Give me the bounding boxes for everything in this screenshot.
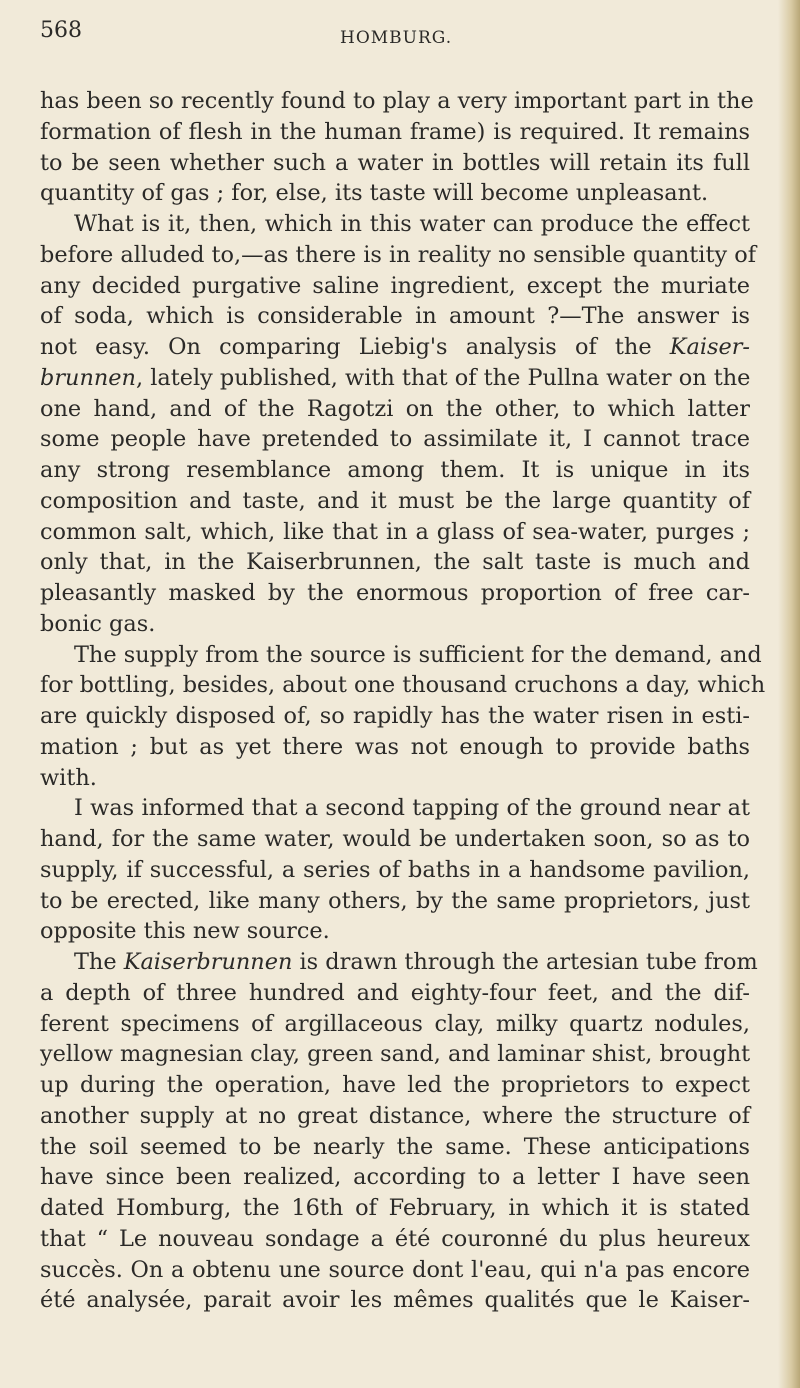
text-segment: , lately published, with that of the Pullna water on the <box>135 364 751 391</box>
text-line: up during the operation, have led the proprietors to expect <box>40 1072 750 1098</box>
text-line: mation ; but as yet there was not enough to provide baths <box>40 733 750 760</box>
body-text <box>40 86 766 1316</box>
text-line: supply, if successful, a series of baths in a handsome pavilion, <box>40 856 750 883</box>
text-line: with. <box>40 764 97 791</box>
text-line: are quickly disposed of, so rapidly has the water risen in esti- <box>40 703 750 729</box>
italic-term: Kaiserbrunnen <box>123 949 293 975</box>
text-line: that “ Le nouveau sondage a été couronné du plus heureux <box>40 1225 750 1252</box>
text-line: the soil seemed to be nearly the same. These anticipations <box>40 1133 750 1160</box>
text-line: pleasantly masked by the enormous proportion of free car- <box>40 580 750 606</box>
paragraph <box>40 209 756 640</box>
text-line: dated Homburg, the 16th of February, in which it is stated <box>40 1195 750 1221</box>
italic-term: brunnen <box>40 364 136 391</box>
page-number: 568 <box>40 18 82 43</box>
text-line: to be erected, like many others, by the same proprietors, just <box>40 887 750 914</box>
paragraph <box>40 947 758 1316</box>
text-line: composition and taste, and it must be the large quantity of <box>40 487 750 514</box>
paragraph <box>40 86 754 209</box>
text-line: some people have pretended to assimilate it, I cannot trace <box>40 426 750 453</box>
text-line: one hand, and of the Ragotzi on the other, to which latter <box>40 395 750 422</box>
text-segment: not easy. On comparing Liebig's analysis of the <box>40 334 670 360</box>
text-line: of soda, which is considerable in amount ?—The answer is <box>40 303 750 330</box>
text-line: quantity of gas ; for, else, its taste will become unpleasant. <box>40 180 709 207</box>
text-line: opposite this new source. <box>40 918 330 945</box>
text-line: succès. On a obtenu une source dont l'eau, qui n'a pas encore <box>40 1256 750 1283</box>
text-line: a depth of three hundred and eighty-four feet, and the dif- <box>40 979 750 1006</box>
italic-term: Kaiser- <box>669 334 750 360</box>
text-line: formation of flesh in the human frame) is required. It remains <box>40 118 750 145</box>
paragraph <box>40 793 750 947</box>
running-head <box>40 18 760 58</box>
text-line: only that, in the Kaiserbrunnen, the salt taste is much and <box>40 549 750 576</box>
text-line: common salt, which, like that in a glass of sea-water, purges ; <box>40 518 750 545</box>
text-line: to be seen whether such a water in bottles will retain its full <box>40 149 750 176</box>
text-line: bonic gas. <box>40 610 156 637</box>
text-line: before alluded to,—as there is in reality no sensible quantity of <box>40 241 756 268</box>
text-line: has been so recently found to play a very important part in the <box>40 88 754 114</box>
text-line: have since been realized, according to a letter I have seen <box>40 1164 750 1191</box>
text-line: any strong resemblance among them. It is unique in its <box>40 457 750 483</box>
text-segment: The <box>74 949 124 975</box>
text-line: any decided purgative saline ingredient, except the muriate <box>40 272 750 299</box>
text-line: été analysée, parait avoir les mêmes qualités que le Kaiser- <box>40 1287 750 1314</box>
text-line: yellow magnesian clay, green sand, and laminar shist, brought <box>40 1041 751 1068</box>
text-line: another supply at no great distance, where the structure of <box>40 1102 750 1129</box>
paragraph <box>40 640 766 794</box>
text-line: ferent specimens of argillaceous clay, milky quartz nodules, <box>40 1010 750 1037</box>
text-line <box>40 363 750 394</box>
text-line <box>40 332 750 363</box>
text-line: hand, for the same water, would be undertaken soon, so as to <box>40 826 750 852</box>
page-edge-shadow <box>778 0 800 1388</box>
text-line: for bottling, besides, about one thousand cruchons a day, which <box>40 672 766 699</box>
text-segment: is drawn through the artesian tube from <box>292 949 758 975</box>
text-line: I was informed that a second tapping of the ground near at <box>74 795 750 822</box>
running-title: HOMBURG. <box>340 28 453 48</box>
text-line <box>40 947 758 978</box>
text-line: What is it, then, which in this water can produce the effect <box>74 211 750 237</box>
text-line: The supply from the source is sufficient for the demand, and <box>74 641 762 668</box>
